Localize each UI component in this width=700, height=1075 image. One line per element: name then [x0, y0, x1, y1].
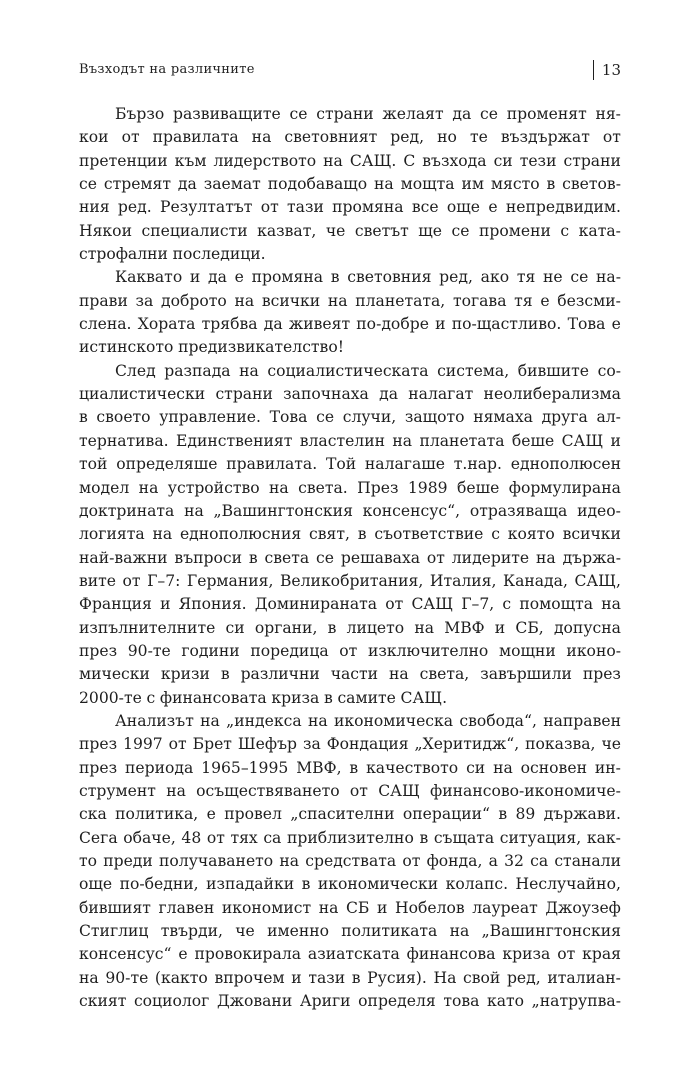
running-head-title: Възходът на различните [79, 62, 255, 77]
text-line: слена. Хората трябва да живеят по-добре и по-щастливо. Това е [79, 315, 621, 334]
text-line: на 90-те (както впрочем и тази в Русия). На свой ред, италиан- [79, 968, 621, 987]
paragraph [79, 360, 621, 710]
text-line: циалистически страни започнаха да налагат неолиберализма [79, 385, 621, 404]
body-text [79, 103, 621, 1013]
text-line: вите от Г–7: Германия, Великобритания, Италия, Канада, САЩ, [79, 571, 621, 590]
text-line: през 90-те години поредица от изключително мощни иконо- [79, 641, 621, 660]
text-line: прави за доброто на всички на планетата, тогава тя е безсми- [79, 291, 621, 310]
text-line: мически кризи в различни части на света, завършили през [79, 665, 621, 684]
page-number-divider [593, 60, 594, 80]
text-line: 2000-те с финансовата криза в самите САЩ. [79, 688, 448, 707]
text-line: струмент на осъществяването от САЩ финансово-икономиче- [79, 781, 621, 800]
text-line: Някои специалисти казват, че светът ще се промени с ката- [79, 221, 621, 240]
text-line: се стремят да заемат подобаващо на мощта им място в светов- [79, 175, 621, 194]
text-line: истинското предизвикателство! [79, 338, 344, 357]
text-line: логията на еднополюсния свят, в съответствие с която всички [79, 525, 621, 544]
text-line: през периода 1965–1995 МВФ, в качеството си на основен ин- [79, 758, 621, 777]
text-line: още по-бедни, изпадайки в икономически колапс. Неслучайно, [79, 875, 621, 894]
text-line: той определяше правилата. Той налагаше т.нар. еднополюсен [79, 455, 621, 474]
text-line: бившият главен икономист на СБ и Нобелов лауреат Джоузеф [79, 898, 621, 917]
text-line: през 1997 от Брет Шефър за Фондация „Херитидж“, показва, че [79, 735, 621, 754]
text-line: строфални последици. [79, 245, 266, 264]
text-line: кои от правилата на световният ред, но те въздържат от [79, 128, 621, 147]
text-line: изпълнителните си органи, в лицето на МВФ и СБ, допусна [79, 618, 621, 637]
text-line: ска политика, е провел „спасителни операции“ в 89 държави. [79, 805, 621, 824]
page-number [593, 60, 621, 80]
paragraph [79, 710, 621, 1013]
text-line: ският социолог Джовани Ариги определя това като „натрупва- [79, 992, 621, 1011]
text-line: Анализът на „индекса на икономическа свобода“, направен [115, 711, 621, 730]
paragraph [79, 266, 621, 359]
text-line: модел на устройство на света. През 1989 беше формулирана [79, 478, 621, 497]
text-line: то преди получаването на средствата от фонда, а 32 са станали [79, 852, 621, 870]
page-number-value: 13 [601, 61, 621, 79]
text-line: най-важни въпроси в света се решаваха от лидерите на държа- [79, 548, 621, 567]
text-line: тернатива. Единственият властелин на планетата беше САЩ и [79, 431, 621, 450]
text-line: ния ред. Резултатът от тази промяна все още е непредвидим. [79, 198, 621, 217]
text-line: След разпада на социалистическата система, бившите со- [115, 361, 621, 380]
paragraph [79, 103, 621, 266]
text-line: Каквато и да е промяна в световния ред, ако тя не се на- [115, 268, 621, 287]
text-line: консенсус“ е провокирала азиатската финансова криза от края [79, 945, 621, 964]
text-line: Стиглиц твърди, че именно политиката на „Вашингтонския [79, 922, 621, 941]
text-line: Бързо развиващите се страни желаят да се променят ня- [115, 105, 621, 123]
text-line: Франция и Япония. Доминираната от САЩ Г–7, с помощта на [79, 595, 621, 614]
text-line: в своето управление. Това се случи, защото нямаха друга ал- [79, 408, 621, 427]
text-line: претенции към лидерството на САЩ. С възхода си тези страни [79, 151, 621, 170]
text-line: Сега обаче, 48 от тях са приблизително в същата ситуация, как- [79, 828, 621, 847]
text-line: доктрината на „Вашингтонския консенсус“, отразяваща идео- [79, 501, 621, 520]
